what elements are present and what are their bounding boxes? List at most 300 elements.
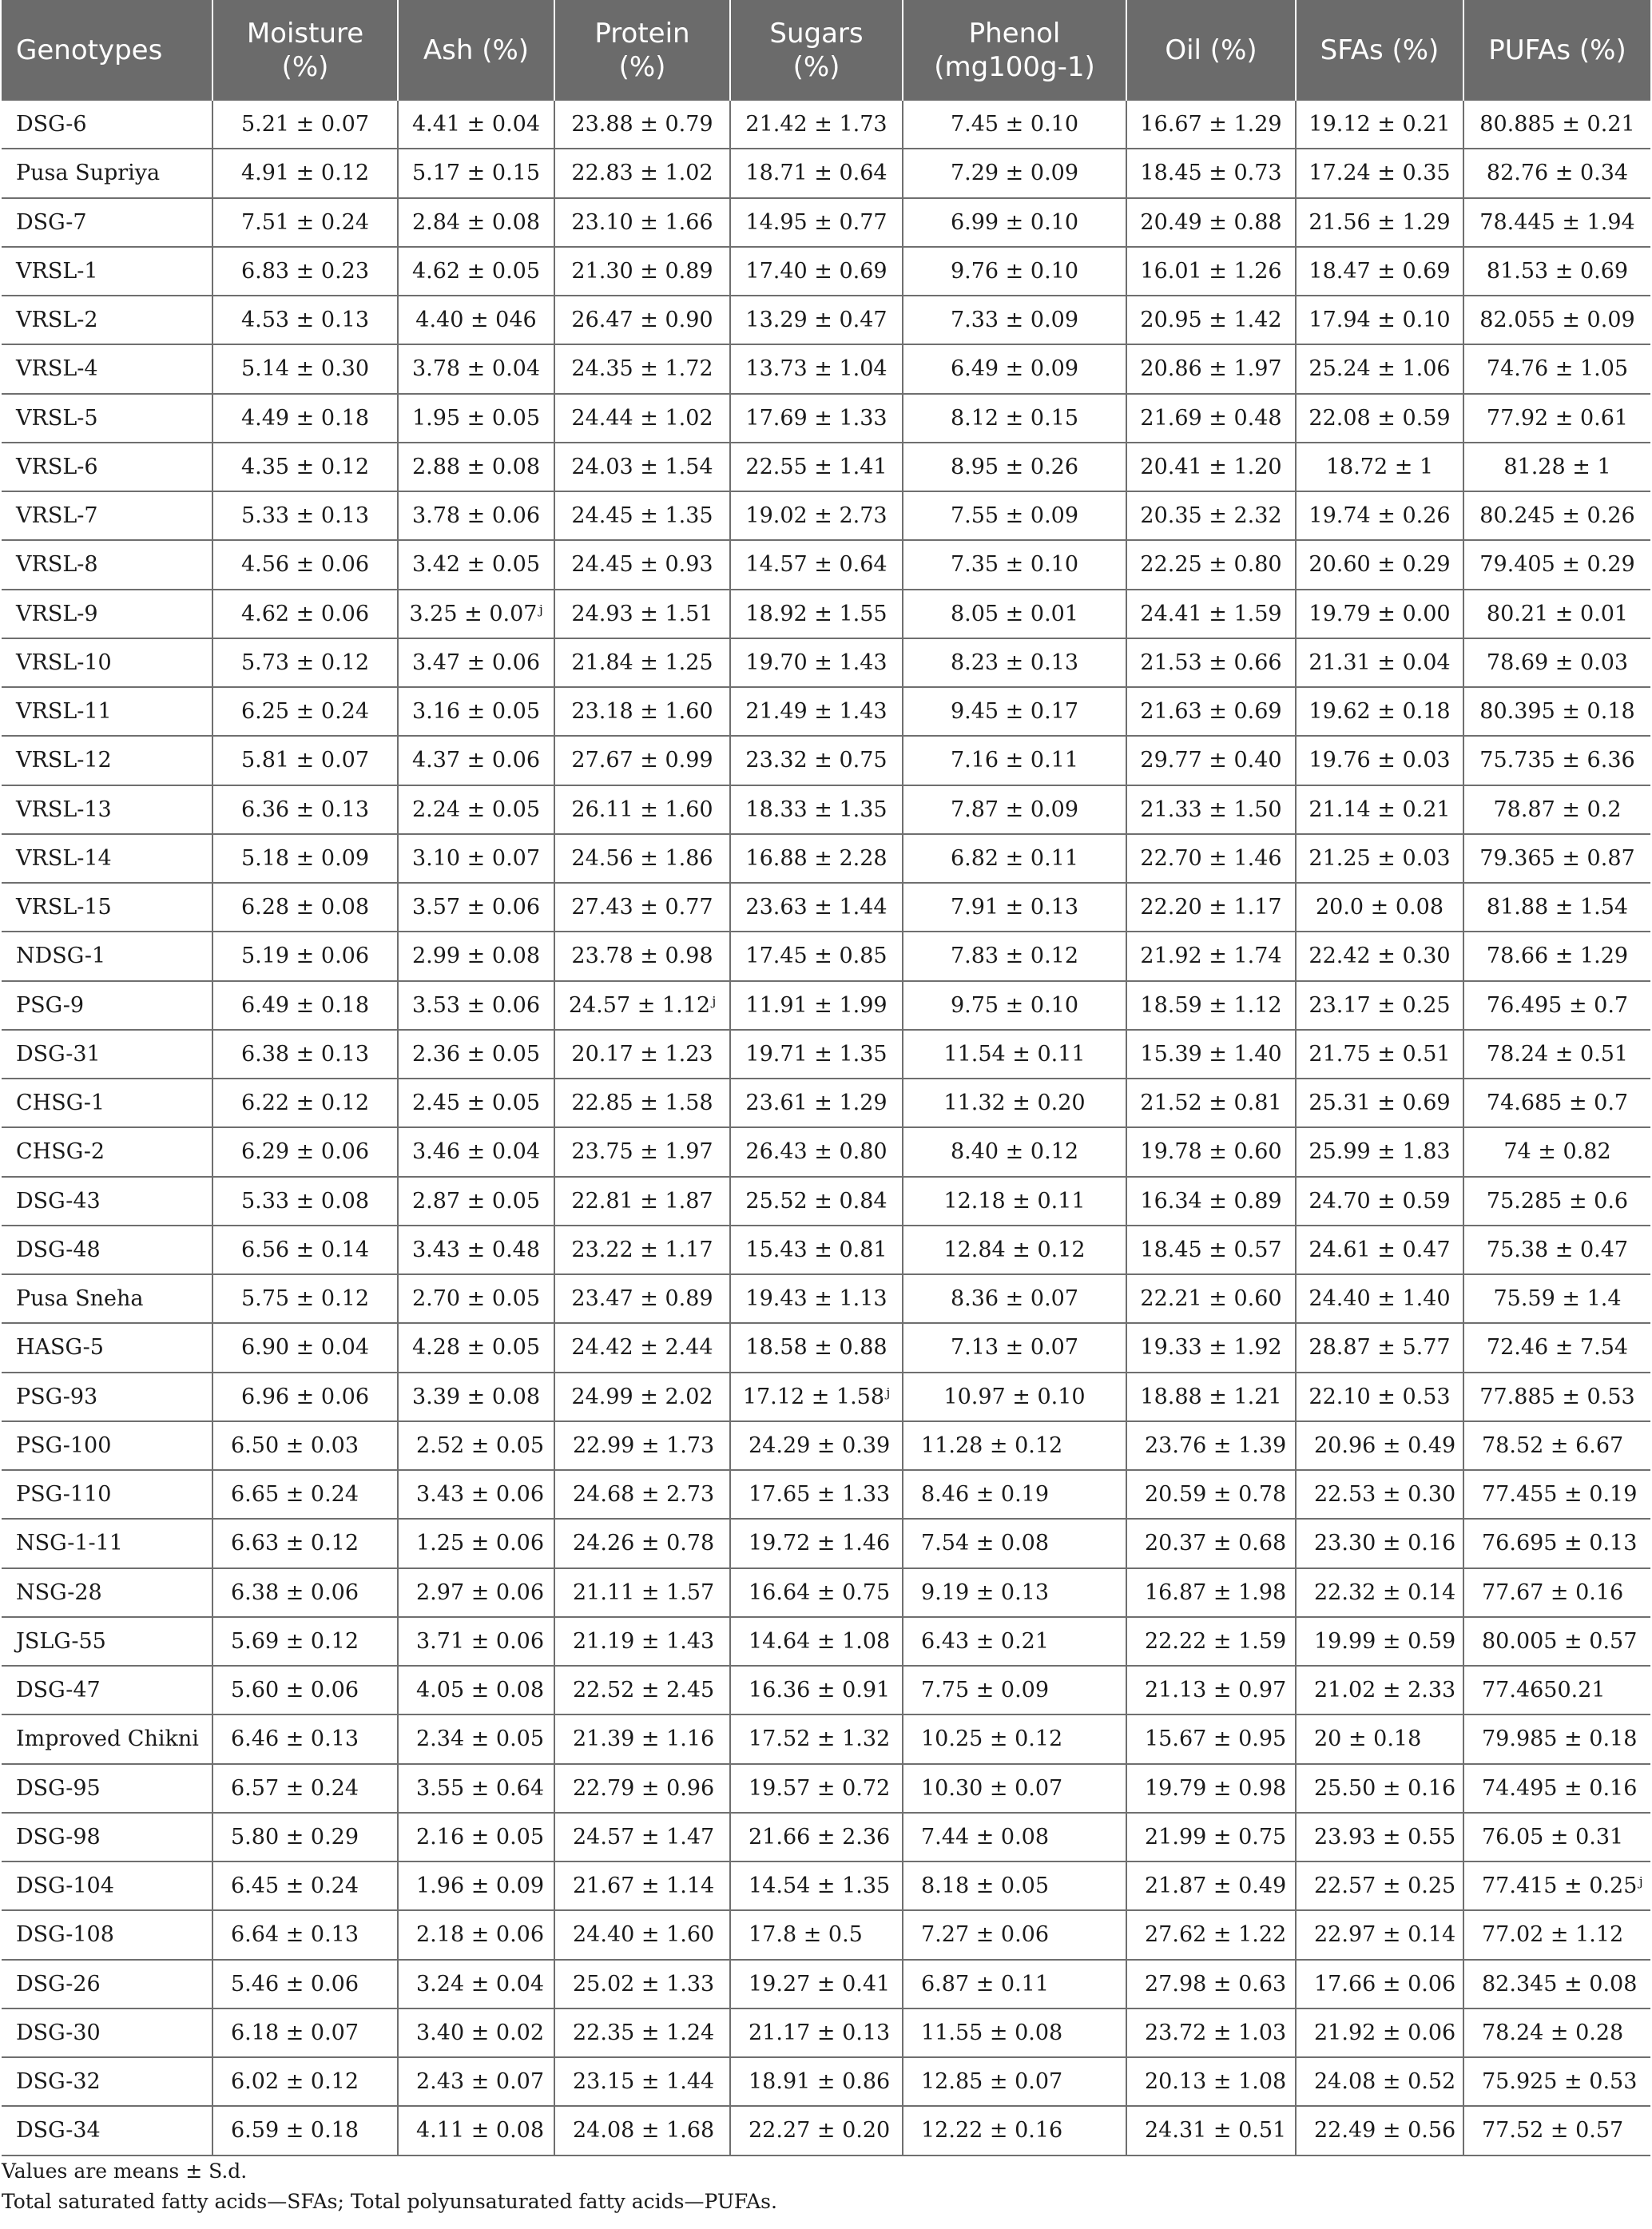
value-cell: 22.57 ± 0.25	[1296, 1861, 1463, 1910]
value-cell: 6.87 ± 0.11	[903, 1960, 1126, 2008]
value-cell: 16.34 ± 0.89	[1126, 1177, 1296, 1226]
value-cell: 24.57 ± 1.12ʲ	[554, 981, 730, 1030]
value-cell: 22.97 ± 0.14	[1296, 1910, 1463, 1959]
value-cell: 20.96 ± 0.49	[1296, 1421, 1463, 1470]
value-cell: 3.47 ± 0.06	[398, 638, 554, 687]
value-cell: 23.93 ± 0.55	[1296, 1813, 1463, 1861]
value-cell: 16.87 ± 1.98	[1126, 1568, 1296, 1617]
value-cell: 22.08 ± 0.59	[1296, 394, 1463, 443]
table-row	[2, 687, 1650, 736]
genotype-cell: VRSL-1	[2, 247, 212, 296]
value-cell: 22.21 ± 0.60	[1126, 1274, 1296, 1323]
table-row	[2, 247, 1650, 296]
value-cell: 21.14 ± 0.21	[1296, 785, 1463, 834]
value-cell: 6.18 ± 0.07	[212, 2008, 398, 2057]
value-cell: 19.43 ± 1.13	[730, 1274, 903, 1323]
value-cell: 2.43 ± 0.07	[398, 2057, 554, 2106]
value-cell: 19.12 ± 0.21	[1296, 101, 1463, 149]
value-cell: 3.39 ± 0.08	[398, 1373, 554, 1421]
value-cell: 3.16 ± 0.05	[398, 687, 554, 736]
value-cell: 21.39 ± 1.16	[554, 1714, 730, 1763]
genotype-cell: VRSL-14	[2, 834, 212, 883]
value-cell: 21.75 ± 0.51	[1296, 1030, 1463, 1079]
value-cell: 6.46 ± 0.13	[212, 1714, 398, 1763]
value-cell: 3.57 ± 0.06	[398, 883, 554, 932]
value-cell: 23.47 ± 0.89	[554, 1274, 730, 1323]
table-row	[2, 1177, 1650, 1226]
value-cell: 22.70 ± 1.46	[1126, 834, 1296, 883]
value-cell: 6.25 ± 0.24	[212, 687, 398, 736]
genotype-cell: Improved Chikni	[2, 1714, 212, 1763]
value-cell: 6.49 ± 0.09	[903, 344, 1126, 393]
value-cell: 12.18 ± 0.11	[903, 1177, 1126, 1226]
genotype-cell: DSG-47	[2, 1666, 212, 1714]
value-cell: 18.72 ± 1	[1296, 443, 1463, 491]
value-cell: 7.35 ± 0.10	[903, 540, 1126, 589]
genotype-cell: PSG-100	[2, 1421, 212, 1470]
value-cell: 23.30 ± 0.16	[1296, 1519, 1463, 1567]
value-cell: 17.8 ± 0.5	[730, 1910, 903, 1959]
value-cell: 77.02 ± 1.12	[1463, 1910, 1650, 1959]
value-cell: 5.14 ± 0.30	[212, 344, 398, 393]
value-cell: 6.96 ± 0.06	[212, 1373, 398, 1421]
header-protein: Protein (%)	[554, 0, 730, 101]
value-cell: 3.42 ± 0.05	[398, 540, 554, 589]
value-cell: 3.10 ± 0.07	[398, 834, 554, 883]
value-cell: 79.985 ± 0.18	[1463, 1714, 1650, 1763]
value-cell: 10.97 ± 0.10	[903, 1373, 1126, 1421]
value-cell: 9.45 ± 0.17	[903, 687, 1126, 736]
value-cell: 19.71 ± 1.35	[730, 1030, 903, 1079]
value-cell: 18.33 ± 1.35	[730, 785, 903, 834]
value-cell: 5.69 ± 0.12	[212, 1617, 398, 1666]
value-cell: 18.45 ± 0.73	[1126, 149, 1296, 197]
value-cell: 24.08 ± 0.52	[1296, 2057, 1463, 2106]
value-cell: 72.46 ± 7.54	[1463, 1323, 1650, 1372]
value-cell: 7.16 ± 0.11	[903, 736, 1126, 785]
table-row	[2, 981, 1650, 1030]
genotype-cell: Pusa Sneha	[2, 1274, 212, 1323]
value-cell: 78.24 ± 0.28	[1463, 2008, 1650, 2057]
value-cell: 18.91 ± 0.86	[730, 2057, 903, 2106]
value-cell: 25.24 ± 1.06	[1296, 344, 1463, 393]
value-cell: 21.42 ± 1.73	[730, 101, 903, 149]
value-cell: 78.66 ± 1.29	[1463, 932, 1650, 980]
value-cell: 21.56 ± 1.29	[1296, 198, 1463, 247]
value-cell: 3.43 ± 0.48	[398, 1226, 554, 1274]
table-row	[2, 736, 1650, 785]
value-cell: 82.76 ± 0.34	[1463, 149, 1650, 197]
value-cell: 25.31 ± 0.69	[1296, 1079, 1463, 1127]
value-cell: 18.59 ± 1.12	[1126, 981, 1296, 1030]
table-row	[2, 590, 1650, 638]
genotype-cell: NDSG-1	[2, 932, 212, 980]
value-cell: 78.445 ± 1.94	[1463, 198, 1650, 247]
value-cell: 22.85 ± 1.58	[554, 1079, 730, 1127]
table-row	[2, 1079, 1650, 1127]
value-cell: 75.735 ± 6.36	[1463, 736, 1650, 785]
genotype-cell: Pusa Supriya	[2, 149, 212, 197]
value-cell: 6.90 ± 0.04	[212, 1323, 398, 1372]
value-cell: 74.685 ± 0.7	[1463, 1079, 1650, 1127]
value-cell: 76.695 ± 0.13	[1463, 1519, 1650, 1567]
value-cell: 7.27 ± 0.06	[903, 1910, 1126, 1959]
genotype-cell: VRSL-9	[2, 590, 212, 638]
value-cell: 5.17 ± 0.15	[398, 149, 554, 197]
genotype-cell: DSG-6	[2, 101, 212, 149]
value-cell: 22.27 ± 0.20	[730, 2106, 903, 2155]
value-cell: 18.71 ± 0.64	[730, 149, 903, 197]
value-cell: 24.44 ± 1.02	[554, 394, 730, 443]
value-cell: 5.75 ± 0.12	[212, 1274, 398, 1323]
value-cell: 20.49 ± 0.88	[1126, 198, 1296, 247]
value-cell: 23.32 ± 0.75	[730, 736, 903, 785]
value-cell: 4.40 ± 046	[398, 296, 554, 344]
table-body	[2, 101, 1650, 2155]
value-cell: 6.82 ± 0.11	[903, 834, 1126, 883]
value-cell: 77.885 ± 0.53	[1463, 1373, 1650, 1421]
value-cell: 24.29 ± 0.39	[730, 1421, 903, 1470]
value-cell: 7.51 ± 0.24	[212, 198, 398, 247]
value-cell: 6.99 ± 0.10	[903, 198, 1126, 247]
genotype-cell: VRSL-6	[2, 443, 212, 491]
value-cell: 20.17 ± 1.23	[554, 1030, 730, 1079]
value-cell: 77.52 ± 0.57	[1463, 2106, 1650, 2155]
genotype-cell: DSG-30	[2, 2008, 212, 2057]
value-cell: 7.54 ± 0.08	[903, 1519, 1126, 1567]
genotype-cell: JSLG-55	[2, 1617, 212, 1666]
value-cell: 17.24 ± 0.35	[1296, 149, 1463, 197]
value-cell: 5.21 ± 0.07	[212, 101, 398, 149]
value-cell: 2.18 ± 0.06	[398, 1910, 554, 1959]
value-cell: 79.405 ± 0.29	[1463, 540, 1650, 589]
table-row	[2, 2106, 1650, 2155]
value-cell: 2.16 ± 0.05	[398, 1813, 554, 1861]
value-cell: 79.365 ± 0.87	[1463, 834, 1650, 883]
genotype-cell: VRSL-12	[2, 736, 212, 785]
genotype-cell: DSG-34	[2, 2106, 212, 2155]
value-cell: 7.91 ± 0.13	[903, 883, 1126, 932]
value-cell: 20.60 ± 0.29	[1296, 540, 1463, 589]
value-cell: 4.62 ± 0.05	[398, 247, 554, 296]
genotype-cell: NSG-28	[2, 1568, 212, 1617]
value-cell: 15.67 ± 0.95	[1126, 1714, 1296, 1763]
value-cell: 3.78 ± 0.04	[398, 344, 554, 393]
value-cell: 21.11 ± 1.57	[554, 1568, 730, 1617]
value-cell: 21.92 ± 1.74	[1126, 932, 1296, 980]
value-cell: 22.53 ± 0.30	[1296, 1470, 1463, 1519]
value-cell: 2.87 ± 0.05	[398, 1177, 554, 1226]
value-cell: 4.91 ± 0.12	[212, 149, 398, 197]
value-cell: 20.0 ± 0.08	[1296, 883, 1463, 932]
value-cell: 9.76 ± 0.10	[903, 247, 1126, 296]
value-cell: 22.81 ± 1.87	[554, 1177, 730, 1226]
genotype-cell: NSG-1-11	[2, 1519, 212, 1567]
genotype-cell: VRSL-5	[2, 394, 212, 443]
value-cell: 2.97 ± 0.06	[398, 1568, 554, 1617]
value-cell: 1.95 ± 0.05	[398, 394, 554, 443]
value-cell: 26.43 ± 0.80	[730, 1127, 903, 1176]
value-cell: 21.30 ± 0.89	[554, 247, 730, 296]
value-cell: 23.10 ± 1.66	[554, 198, 730, 247]
table-row	[2, 638, 1650, 687]
table-row	[2, 1373, 1650, 1421]
value-cell: 80.005 ± 0.57	[1463, 1617, 1650, 1666]
table-row	[2, 1813, 1650, 1861]
value-cell: 22.99 ± 1.73	[554, 1421, 730, 1470]
value-cell: 8.40 ± 0.12	[903, 1127, 1126, 1176]
header-pufas: PUFAs (%)	[1463, 0, 1650, 101]
value-cell: 22.49 ± 0.56	[1296, 2106, 1463, 2155]
value-cell: 15.39 ± 1.40	[1126, 1030, 1296, 1079]
value-cell: 3.78 ± 0.06	[398, 491, 554, 540]
value-cell: 77.92 ± 0.61	[1463, 394, 1650, 443]
value-cell: 77.4650.21	[1463, 1666, 1650, 1714]
value-cell: 6.63 ± 0.12	[212, 1519, 398, 1567]
value-cell: 16.67 ± 1.29	[1126, 101, 1296, 149]
value-cell: 21.69 ± 0.48	[1126, 394, 1296, 443]
value-cell: 20.59 ± 0.78	[1126, 1470, 1296, 1519]
table-row	[2, 1861, 1650, 1910]
value-cell: 17.52 ± 1.32	[730, 1714, 903, 1763]
value-cell: 77.455 ± 0.19	[1463, 1470, 1650, 1519]
value-cell: 74.76 ± 1.05	[1463, 344, 1650, 393]
value-cell: 14.54 ± 1.35	[730, 1861, 903, 1910]
value-cell: 14.64 ± 1.08	[730, 1617, 903, 1666]
value-cell: 24.40 ± 1.60	[554, 1910, 730, 1959]
value-cell: 22.35 ± 1.24	[554, 2008, 730, 2057]
value-cell: 21.33 ± 1.50	[1126, 785, 1296, 834]
value-cell: 2.88 ± 0.08	[398, 443, 554, 491]
value-cell: 26.47 ± 0.90	[554, 296, 730, 344]
genotype-cell: DSG-98	[2, 1813, 212, 1861]
value-cell: 21.17 ± 0.13	[730, 2008, 903, 2057]
value-cell: 20.95 ± 1.42	[1126, 296, 1296, 344]
value-cell: 6.49 ± 0.18	[212, 981, 398, 1030]
table-row	[2, 883, 1650, 932]
value-cell: 24.99 ± 2.02	[554, 1373, 730, 1421]
value-cell: 4.05 ± 0.08	[398, 1666, 554, 1714]
value-cell: 6.45 ± 0.24	[212, 1861, 398, 1910]
value-cell: 2.34 ± 0.05	[398, 1714, 554, 1763]
value-cell: 76.05 ± 0.31	[1463, 1813, 1650, 1861]
value-cell: 7.13 ± 0.07	[903, 1323, 1126, 1372]
genotype-cell: VRSL-8	[2, 540, 212, 589]
value-cell: 13.29 ± 0.47	[730, 296, 903, 344]
value-cell: 25.02 ± 1.33	[554, 1960, 730, 2008]
value-cell: 7.55 ± 0.09	[903, 491, 1126, 540]
value-cell: 6.64 ± 0.13	[212, 1910, 398, 1959]
value-cell: 23.17 ± 0.25	[1296, 981, 1463, 1030]
footnote-abbreviations: Total saturated fatty acids—SFAs; Total polyunsaturated fatty acids—PUFAs.	[2, 2189, 777, 2213]
value-cell: 4.49 ± 0.18	[212, 394, 398, 443]
value-cell: 15.43 ± 0.81	[730, 1226, 903, 1274]
header-moisture: Moisture (%)	[212, 0, 398, 101]
table-row	[2, 1030, 1650, 1079]
value-cell: 17.65 ± 1.33	[730, 1470, 903, 1519]
value-cell: 80.245 ± 0.26	[1463, 491, 1650, 540]
value-cell: 23.76 ± 1.39	[1126, 1421, 1296, 1470]
value-cell: 12.22 ± 0.16	[903, 2106, 1126, 2155]
value-cell: 6.28 ± 0.08	[212, 883, 398, 932]
table-row	[2, 834, 1650, 883]
genotype-cell: VRSL-7	[2, 491, 212, 540]
value-cell: 21.13 ± 0.97	[1126, 1666, 1296, 1714]
value-cell: 26.11 ± 1.60	[554, 785, 730, 834]
table-row	[2, 1470, 1650, 1519]
value-cell: 2.45 ± 0.05	[398, 1079, 554, 1127]
table-row	[2, 785, 1650, 834]
value-cell: 81.28 ± 1	[1463, 443, 1650, 491]
value-cell: 7.83 ± 0.12	[903, 932, 1126, 980]
value-cell: 5.80 ± 0.29	[212, 1813, 398, 1861]
value-cell: 3.55 ± 0.64	[398, 1764, 554, 1813]
value-cell: 19.99 ± 0.59	[1296, 1617, 1463, 1666]
value-cell: 21.67 ± 1.14	[554, 1861, 730, 1910]
value-cell: 7.75 ± 0.09	[903, 1666, 1126, 1714]
value-cell: 81.88 ± 1.54	[1463, 883, 1650, 932]
value-cell: 74 ± 0.82	[1463, 1127, 1650, 1176]
table-row	[2, 540, 1650, 589]
table-row	[2, 932, 1650, 980]
value-cell: 19.02 ± 2.73	[730, 491, 903, 540]
header-phenol: Phenol (mg100g-1)	[903, 0, 1126, 101]
value-cell: 21.63 ± 0.69	[1126, 687, 1296, 736]
genotype-cell: DSG-48	[2, 1226, 212, 1274]
value-cell: 21.31 ± 0.04	[1296, 638, 1463, 687]
value-cell: 21.87 ± 0.49	[1126, 1861, 1296, 1910]
value-cell: 18.92 ± 1.55	[730, 590, 903, 638]
table-row	[2, 1617, 1650, 1666]
table-row	[2, 1421, 1650, 1470]
value-cell: 4.11 ± 0.08	[398, 2106, 554, 2155]
genotype-cell: VRSL-4	[2, 344, 212, 393]
value-cell: 4.28 ± 0.05	[398, 1323, 554, 1372]
value-cell: 24.45 ± 1.35	[554, 491, 730, 540]
table-row	[2, 1764, 1650, 1813]
value-cell: 18.45 ± 0.57	[1126, 1226, 1296, 1274]
value-cell: 2.99 ± 0.08	[398, 932, 554, 980]
value-cell: 20.35 ± 2.32	[1126, 491, 1296, 540]
value-cell: 78.52 ± 6.67	[1463, 1421, 1650, 1470]
genotype-cell: DSG-31	[2, 1030, 212, 1079]
value-cell: 19.62 ± 0.18	[1296, 687, 1463, 736]
table-row	[2, 1274, 1650, 1323]
value-cell: 6.29 ± 0.06	[212, 1127, 398, 1176]
table-row	[2, 1666, 1650, 1714]
table-row	[2, 491, 1650, 540]
header-sfas: SFAs (%)	[1296, 0, 1463, 101]
genotype-cell: DSG-95	[2, 1764, 212, 1813]
value-cell: 22.42 ± 0.30	[1296, 932, 1463, 980]
value-cell: 24.70 ± 0.59	[1296, 1177, 1463, 1226]
table-row	[2, 101, 1650, 149]
value-cell: 4.56 ± 0.06	[212, 540, 398, 589]
value-cell: 24.08 ± 1.68	[554, 2106, 730, 2155]
value-cell: 24.41 ± 1.59	[1126, 590, 1296, 638]
value-cell: 19.79 ± 0.98	[1126, 1764, 1296, 1813]
value-cell: 24.45 ± 0.93	[554, 540, 730, 589]
value-cell: 22.22 ± 1.59	[1126, 1617, 1296, 1666]
value-cell: 21.53 ± 0.66	[1126, 638, 1296, 687]
value-cell: 78.69 ± 0.03	[1463, 638, 1650, 687]
table-footnotes	[0, 2156, 1652, 2217]
value-cell: 5.81 ± 0.07	[212, 736, 398, 785]
value-cell: 21.19 ± 1.43	[554, 1617, 730, 1666]
value-cell: 5.18 ± 0.09	[212, 834, 398, 883]
value-cell: 4.62 ± 0.06	[212, 590, 398, 638]
genotype-cell: DSG-104	[2, 1861, 212, 1910]
value-cell: 7.29 ± 0.09	[903, 149, 1126, 197]
table-row	[2, 1323, 1650, 1372]
genotype-cell: VRSL-13	[2, 785, 212, 834]
value-cell: 16.01 ± 1.26	[1126, 247, 1296, 296]
genotype-cell: VRSL-2	[2, 296, 212, 344]
value-cell: 75.59 ± 1.4	[1463, 1274, 1650, 1323]
genotype-cell: PSG-110	[2, 1470, 212, 1519]
value-cell: 21.52 ± 0.81	[1126, 1079, 1296, 1127]
value-cell: 16.64 ± 0.75	[730, 1568, 903, 1617]
value-cell: 3.43 ± 0.06	[398, 1470, 554, 1519]
value-cell: 11.91 ± 1.99	[730, 981, 903, 1030]
value-cell: 24.40 ± 1.40	[1296, 1274, 1463, 1323]
value-cell: 81.53 ± 0.69	[1463, 247, 1650, 296]
value-cell: 14.57 ± 0.64	[730, 540, 903, 589]
value-cell: 12.85 ± 0.07	[903, 2057, 1126, 2106]
value-cell: 21.25 ± 0.03	[1296, 834, 1463, 883]
value-cell: 76.495 ± 0.7	[1463, 981, 1650, 1030]
value-cell: 6.38 ± 0.06	[212, 1568, 398, 1617]
value-cell: 24.61 ± 0.47	[1296, 1226, 1463, 1274]
value-cell: 5.73 ± 0.12	[212, 638, 398, 687]
value-cell: 82.345 ± 0.08	[1463, 1960, 1650, 2008]
value-cell: 22.55 ± 1.41	[730, 443, 903, 491]
value-cell: 27.98 ± 0.63	[1126, 1960, 1296, 2008]
value-cell: 24.35 ± 1.72	[554, 344, 730, 393]
value-cell: 19.78 ± 0.60	[1126, 1127, 1296, 1176]
value-cell: 8.95 ± 0.26	[903, 443, 1126, 491]
value-cell: 74.495 ± 0.16	[1463, 1764, 1650, 1813]
value-cell: 2.24 ± 0.05	[398, 785, 554, 834]
value-cell: 11.54 ± 0.11	[903, 1030, 1126, 1079]
table-row	[2, 394, 1650, 443]
value-cell: 19.27 ± 0.41	[730, 1960, 903, 2008]
header-oil: Oil (%)	[1126, 0, 1296, 101]
value-cell: 25.50 ± 0.16	[1296, 1764, 1463, 1813]
value-cell: 19.79 ± 0.00	[1296, 590, 1463, 638]
value-cell: 82.055 ± 0.09	[1463, 296, 1650, 344]
genotype-cell: CHSG-1	[2, 1079, 212, 1127]
value-cell: 6.36 ± 0.13	[212, 785, 398, 834]
value-cell: 20.13 ± 1.08	[1126, 2057, 1296, 2106]
value-cell: 18.58 ± 0.88	[730, 1323, 903, 1372]
header-genotypes: Genotypes	[2, 0, 212, 101]
table-row	[2, 1910, 1650, 1959]
value-cell: 6.38 ± 0.13	[212, 1030, 398, 1079]
value-cell: 4.53 ± 0.13	[212, 296, 398, 344]
value-cell: 18.88 ± 1.21	[1126, 1373, 1296, 1421]
value-cell: 23.18 ± 1.60	[554, 687, 730, 736]
value-cell: 8.36 ± 0.07	[903, 1274, 1126, 1323]
value-cell: 4.35 ± 0.12	[212, 443, 398, 491]
value-cell: 19.76 ± 0.03	[1296, 736, 1463, 785]
value-cell: 6.65 ± 0.24	[212, 1470, 398, 1519]
header-ash: Ash (%)	[398, 0, 554, 101]
value-cell: 6.57 ± 0.24	[212, 1764, 398, 1813]
value-cell: 23.22 ± 1.17	[554, 1226, 730, 1274]
table-row	[2, 443, 1650, 491]
value-cell: 24.31 ± 0.51	[1126, 2106, 1296, 2155]
